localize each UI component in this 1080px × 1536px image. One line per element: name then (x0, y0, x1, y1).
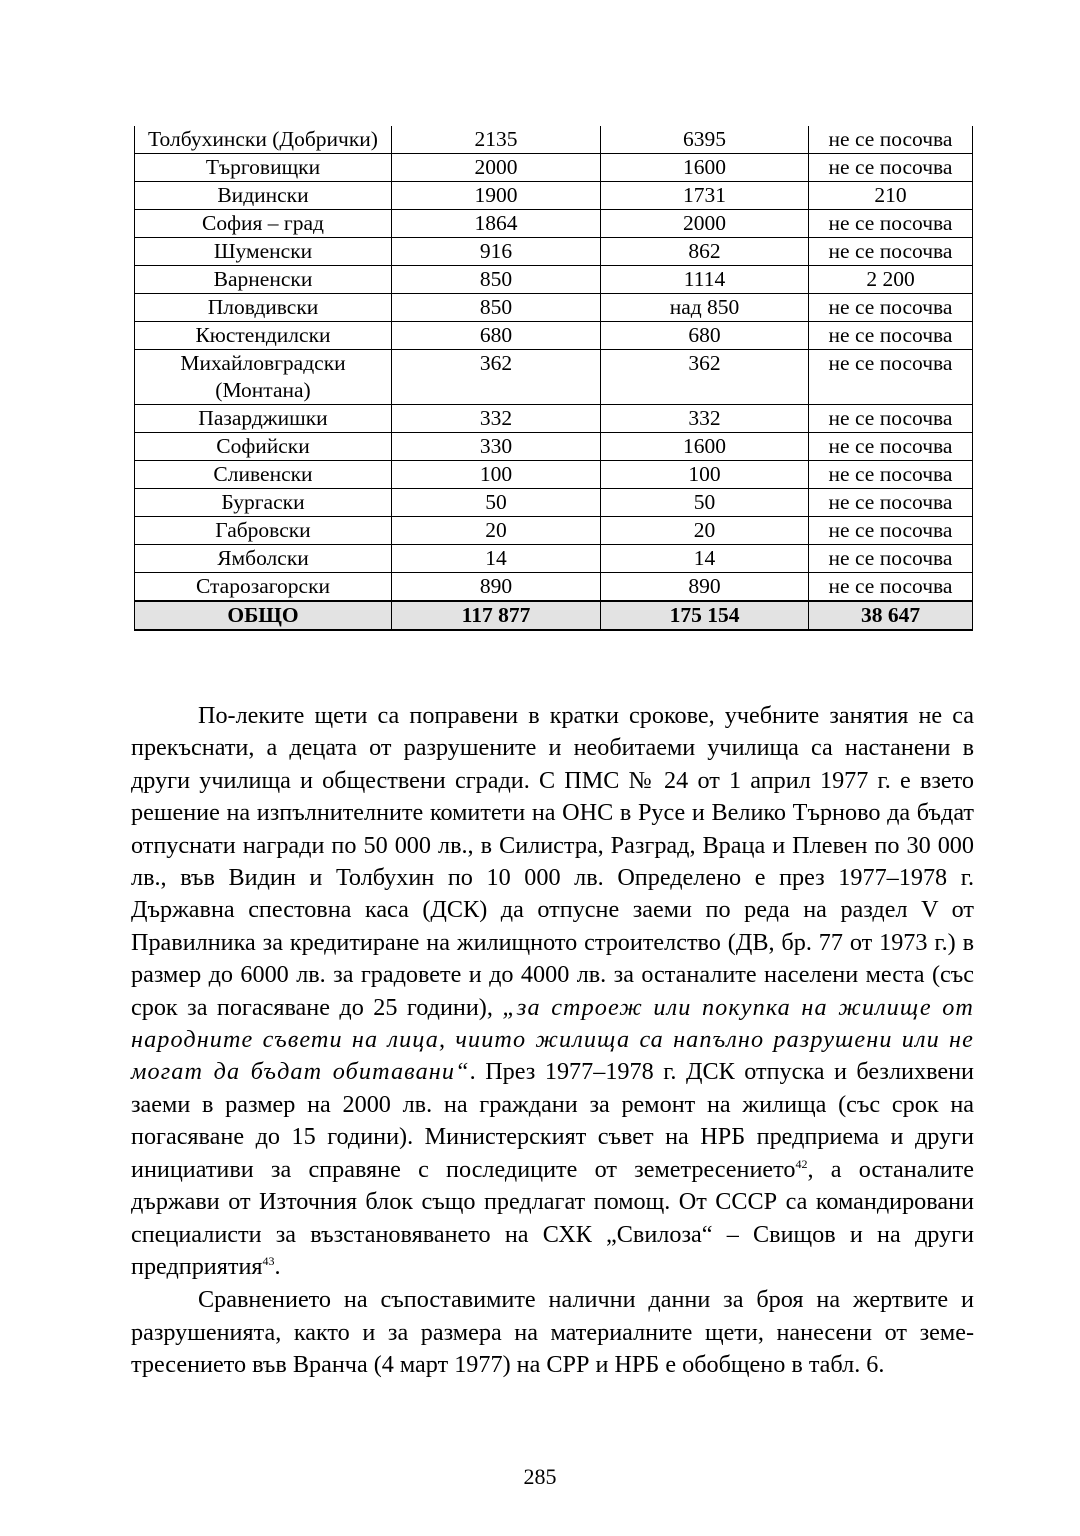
table-total-c4: 38 647 (809, 601, 973, 630)
footnote-ref-43: 43 (262, 1253, 275, 1268)
table-cell-c2: 362 (392, 350, 601, 405)
footnote-ref-42: 42 (795, 1156, 808, 1171)
table-cell-c4: не се посочва (809, 294, 973, 322)
table-row (135, 210, 973, 238)
table-cell-c3: 14 (601, 545, 809, 573)
table-row (135, 517, 973, 545)
paragraph-1 (131, 700, 974, 1283)
table-cell-region: Старозагорски (135, 573, 392, 602)
paragraph-1-text-a: По-леките щети са поправени в кратки срокове, учебните занятия не са прекъснати, а децата от разрушените и необитаеми училища са настанени в други училища и обществени сгради. С ПМС № 24 от 1 април 1977 г. е взето решение на изпълнителните комитети на ОНС в Русе и Велико Търново да бъдат отпуснати награди по 50 000 лв., в Силистра, Разград, Враца и Плевен по 30 000 лв., във Видин и Толбухин по 10 000 лв. Определено е през 1977–1978 г. Държавна спестовна каса (ДСК) да отпусне заеми по реда на раздел V от Правилника за кредитиране на жилищното строителство (ДВ, бр. 77 от 1973 г.) в размер до 6000 лв. за градовете и до 4000 лв. за останалите населени места (със срок за погасяване до 25 години), (131, 702, 974, 1021)
table-total-label: ОБЩО (135, 601, 392, 630)
table-cell-c2: 14 (392, 545, 601, 573)
table-row (135, 238, 973, 266)
paragraph-1-text-b: . През 1977–1978 г. ДСК отпуска и безлихвени заеми в размер на 2000 лв. на граждани за ремонт на жилища (със срок на погасяване до 15 години). Министерският съвет на НРБ предприема и други инициативи за справяне с последиците от земетресението (131, 1058, 974, 1183)
table-cell-c4: 210 (809, 182, 973, 210)
table-row (135, 350, 973, 405)
table-total-row (135, 601, 973, 630)
table-cell-c4: не се посочва (809, 405, 973, 433)
table-cell-c3: 1600 (601, 433, 809, 461)
table-cell-c3: 100 (601, 461, 809, 489)
table-cell-c4: 2 200 (809, 266, 973, 294)
table-cell-c4: не се посочва (809, 517, 973, 545)
table-cell-c4: не се посочва (809, 126, 973, 154)
table-cell-region: Габровски (135, 517, 392, 545)
table-cell-c3: 1600 (601, 154, 809, 182)
table-total-c3: 175 154 (601, 601, 809, 630)
table-row (135, 573, 973, 602)
table-row (135, 126, 973, 154)
table-cell-c3: 890 (601, 573, 809, 602)
paragraph-1-text-d: . (274, 1252, 281, 1280)
table-cell-region: Бургаски (135, 489, 392, 517)
table-cell-c3: 2000 (601, 210, 809, 238)
table-cell-c3: над 850 (601, 294, 809, 322)
table-cell-c2: 916 (392, 238, 601, 266)
table-cell-c2: 332 (392, 405, 601, 433)
table-cell-c2: 1900 (392, 182, 601, 210)
table-row (135, 294, 973, 322)
table-cell-c3: 362 (601, 350, 809, 405)
table-row (135, 433, 973, 461)
damage-table-body (135, 126, 973, 630)
table-cell-c4: не се посочва (809, 573, 973, 602)
table-cell-c3: 20 (601, 517, 809, 545)
table-cell-c2: 2000 (392, 154, 601, 182)
table-cell-region: София – град (135, 210, 392, 238)
table-cell-c3: 1731 (601, 182, 809, 210)
table-cell-c4: не се посочва (809, 350, 973, 405)
table-cell-c2: 330 (392, 433, 601, 461)
table-row (135, 322, 973, 350)
table-cell-c2: 20 (392, 517, 601, 545)
table-cell-c3: 6395 (601, 126, 809, 154)
body-text (131, 700, 974, 1382)
table-cell-c4: не се посочва (809, 489, 973, 517)
paragraph-1-quote: „за строеж или покупка на жилище от народните съвети на лица, чиито жилища са напълно разрушени или не могат да бъдат обитавани“ (131, 993, 974, 1086)
table-cell-c3: 332 (601, 405, 809, 433)
table-row (135, 154, 973, 182)
table-row (135, 405, 973, 433)
table-cell-region: Търговищки (135, 154, 392, 182)
damage-table (134, 126, 973, 631)
table-cell-c4: не се посочва (809, 210, 973, 238)
table-cell-c3: 680 (601, 322, 809, 350)
table-cell-c3: 862 (601, 238, 809, 266)
table-row (135, 545, 973, 573)
table-cell-region: Пловдивски (135, 294, 392, 322)
table-cell-c4: не се посочва (809, 322, 973, 350)
table-cell-c3: 1114 (601, 266, 809, 294)
table-cell-c4: не се посочва (809, 461, 973, 489)
page-number: 285 (523, 1464, 557, 1489)
table-row (135, 266, 973, 294)
table-cell-c4: не се посочва (809, 433, 973, 461)
table-cell-c4: не се посочва (809, 545, 973, 573)
table-cell-c2: 2135 (392, 126, 601, 154)
table-row (135, 461, 973, 489)
paragraph-1-text-c: , а останалите държави от Източния блок също предлагат помощ. От СССР са командировани специалисти за възстановяването на СХК „Свилоза“ – Свищов и на други предприятия (131, 1155, 974, 1280)
table-cell-region: Пазарджишки (135, 405, 392, 433)
table-cell-c2: 50 (392, 489, 601, 517)
table-cell-region: Шуменски (135, 238, 392, 266)
table-cell-c4: не се посочва (809, 154, 973, 182)
table-cell-c3: 50 (601, 489, 809, 517)
table-cell-region: Толбухински (Добрички) (135, 126, 392, 154)
table-cell-region: Кюстендилски (135, 322, 392, 350)
table-cell-c2: 850 (392, 266, 601, 294)
table-row (135, 489, 973, 517)
table-cell-c2: 850 (392, 294, 601, 322)
table-cell-c2: 1864 (392, 210, 601, 238)
table-cell-c4: не се посочва (809, 238, 973, 266)
table-cell-region: Ямболски (135, 545, 392, 573)
table-cell-region: Михайловградски (Монтана) (135, 350, 392, 405)
table-cell-c2: 890 (392, 573, 601, 602)
table-cell-region: Сливенски (135, 461, 392, 489)
table-cell-region: Варненски (135, 266, 392, 294)
table-cell-c2: 680 (392, 322, 601, 350)
table-row (135, 182, 973, 210)
table-total-c2: 117 877 (392, 601, 601, 630)
paragraph-2: Сравнението на съпоставимите налични данни за броя на жертвите и разрушенията, както и за размера на материалните щети, нанесени от земетресението във Вранча (4 март 1977) на СРР и НРБ е обобщено в табл. 6. (131, 1286, 974, 1379)
table-cell-c2: 100 (392, 461, 601, 489)
table-cell-region: Видински (135, 182, 392, 210)
table-cell-region: Софийски (135, 433, 392, 461)
